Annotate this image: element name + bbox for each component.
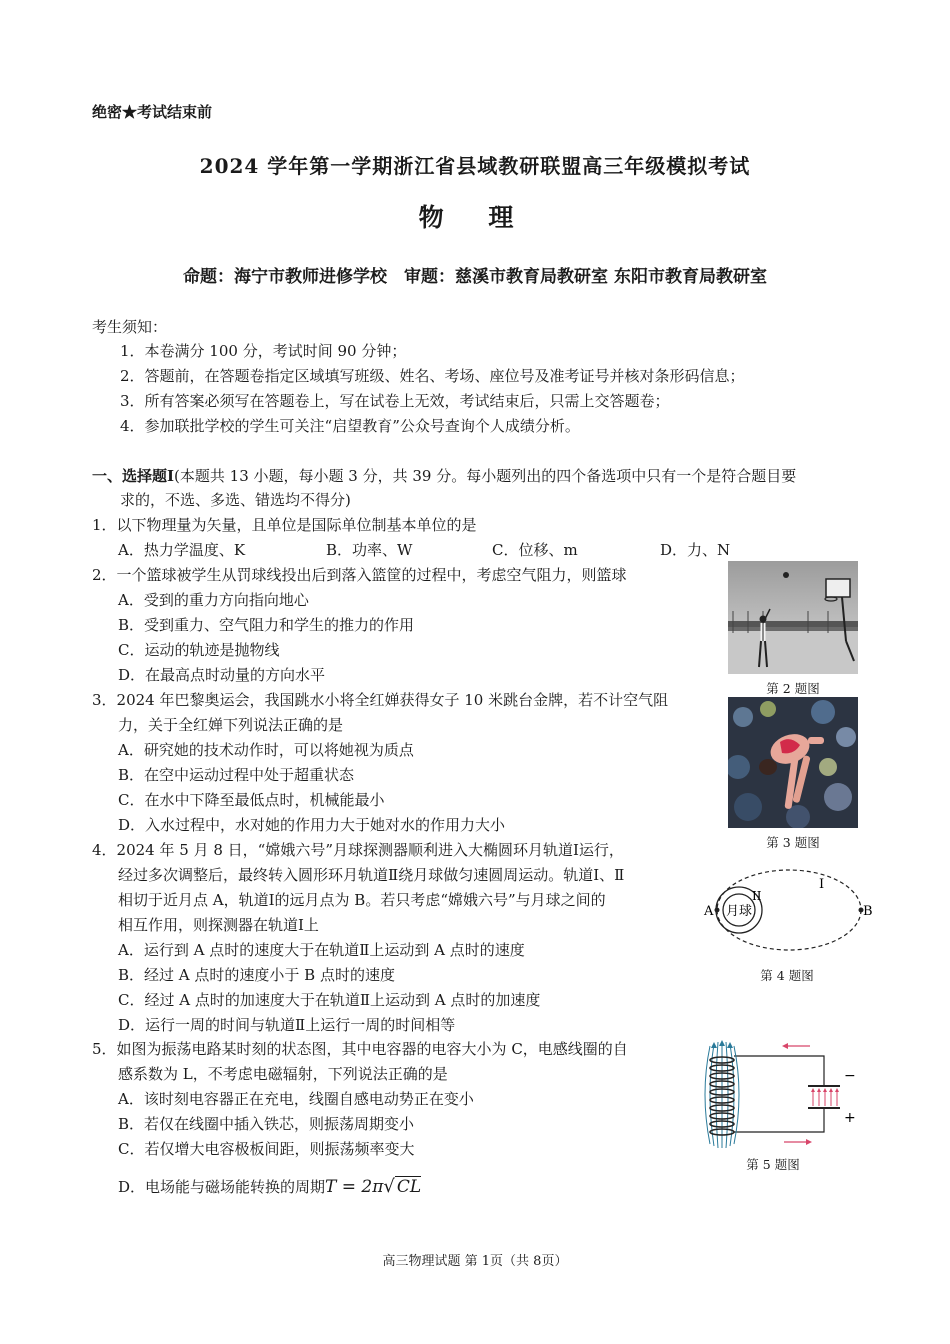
period-formula-radicand: CL <box>396 1177 422 1197</box>
subject-title: 物 理 <box>418 203 532 232</box>
q5-option-a: A．该时刻电容器正在充电，线圈自感电动势正在变小 <box>118 1090 474 1108</box>
q4-stem-line: 相切于近月点 A，轨道Ⅰ的远月点为 B。若只考虑“嫦娥六号”与月球之间的 <box>118 891 606 909</box>
diver-photo <box>728 697 858 828</box>
q5-option-c: C．若仅增大电容极板间距，则振荡频率变大 <box>118 1140 415 1158</box>
q4-caption: 第 4 题图 <box>760 968 814 983</box>
point-b-label: B <box>863 904 873 919</box>
notice-item: 3．所有答案必须写在答题卷上，写在试卷上无效，考试结束后，只需上交答题卷； <box>120 392 670 410</box>
orbit-diagram <box>686 860 874 960</box>
q4-option-b: B．经过 A 点时的速度小于 B 点时的速度 <box>118 966 395 984</box>
notice-item: 1．本卷满分 100 分，考试时间 90 分钟； <box>120 342 407 360</box>
q3-option-d: D．入水过程中，水对她的作用力大于她对水的作用力大小 <box>118 816 506 834</box>
q2-option-d: D．在最高点时动量的方向水平 <box>118 666 326 684</box>
q2-option-a: A．受到的重力方向指向地心 <box>118 591 309 609</box>
section-heading-rest: (本题共 13 小题，每小题 3 分，共 39 分。每小题列出的四个备选项中只有一个是符合题目要 <box>174 467 797 485</box>
orbit-1-label: I <box>819 877 825 892</box>
orbit-2-label: II <box>752 889 762 903</box>
authors-line: 命题：海宁市教师进修学校 审题：慈溪市教育局教研室 东阳市教育局教研室 <box>183 267 767 287</box>
point-a-label: A <box>704 904 714 919</box>
section-heading <box>92 465 796 486</box>
confidential-mark: 绝密★考试结束前 <box>92 103 213 121</box>
q4-option-a: A．运行到 A 点时的速度大于在轨道Ⅱ上运动到 A 点时的速度 <box>118 941 525 959</box>
q2-option-b: B．受到重力、空气阻力和学生的推力的作用 <box>118 616 415 634</box>
q3-stem-line: 3．2024 年巴黎奥运会，我国跳水小将全红婵获得女子 10 米跳台金牌，若不计空气阻 <box>92 691 669 709</box>
q4-stem-line: 相互作用，则探测器在轨道Ⅰ上 <box>118 916 319 934</box>
q3-option-b: B．在空中运动过程中处于超重状态 <box>118 766 355 784</box>
notice-item: 4．参加联批学校的学生可关注“启望教育”公众号查询个人成绩分析。 <box>120 417 580 435</box>
notice-heading: 考生须知： <box>92 318 168 336</box>
page-footer: 高三物理试题 第 1页（共 8页） <box>382 1254 568 1269</box>
q4-option-c: C．经过 A 点时的加速度大于在轨道Ⅱ上运动到 A 点时的加速度 <box>118 991 541 1009</box>
q3-option-a: A．研究她的技术动作时，可以将她视为质点 <box>118 741 414 759</box>
section-heading-cont: 求的，不选、多选、错选均不得分) <box>120 491 351 509</box>
q5-stem-line: 5．如图为振荡电路某时刻的状态图，其中电容器的电容大小为 C，电感线圈的自 <box>92 1040 628 1058</box>
q2-option-c: C．运动的轨迹是抛物线 <box>118 641 280 659</box>
q5-option-b: B．若仅在线圈中插入铁芯，则振荡周期变小 <box>118 1115 415 1133</box>
q5-option-d: D．电场能与磁场能转换的周期T = 2π√ CL <box>118 1176 422 1197</box>
q1-option-a: A．热力学温度、K <box>118 541 246 559</box>
q3-stem-line: 力，关于全红婵下列说法正确的是 <box>118 716 344 734</box>
q5-caption: 第 5 题图 <box>746 1157 800 1172</box>
exam-title: 2024 学年第一学期浙江省县域教研联盟高三年级模拟考试 <box>199 154 751 178</box>
moon-label: 月球 <box>725 904 753 919</box>
q4-option-d: D．运行一周的时间与轨道Ⅱ上运行一周的时间相等 <box>118 1016 456 1034</box>
q5-stem-line: 感系数为 L，不考虑电磁辐射，下列说法正确的是 <box>118 1065 448 1083</box>
q1-option-b: B．功率、W <box>326 541 413 559</box>
q3-option-c: C．在水中下降至最低点时，机械能最小 <box>118 791 385 809</box>
q1-stem: 1．以下物理量为矢量，且单位是国际单位制基本单位的是 <box>92 516 477 534</box>
lc-circuit-diagram <box>700 1036 860 1154</box>
capacitor-minus: − <box>844 1068 856 1084</box>
q4-stem-line: 4．2024 年 5 月 8 日，“嫦娥六号”月球探测器顺利进入大椭圆环月轨道Ⅰ运行， <box>92 841 624 859</box>
q2-caption: 第 2 题图 <box>766 681 820 696</box>
section-heading-bold: 一、选择题Ⅰ <box>92 467 175 485</box>
period-formula-lhs: T = 2π <box>325 1177 384 1197</box>
capacitor-plus: + <box>844 1110 856 1126</box>
q4-stem-line: 经过多次调整后，最终转入圆形环月轨道Ⅱ绕月球做匀速圆周运动。轨道Ⅰ、Ⅱ <box>118 866 625 884</box>
notice-item: 2．答题前，在答题卷指定区域填写班级、姓名、考场、座位号及准考证号并核对条形码信息； <box>120 367 745 385</box>
basketball-photo <box>728 561 858 674</box>
q1-option-c: C．位移、m <box>492 541 578 559</box>
q2-stem: 2．一个篮球被学生从罚球线投出后到落入篮筐的过程中，考虑空气阻力，则篮球 <box>92 566 627 584</box>
q3-caption: 第 3 题图 <box>766 835 820 850</box>
q5-option-d-text: D．电场能与磁场能转换的周期 <box>118 1178 326 1196</box>
q1-option-d: D．力、N <box>660 541 731 559</box>
